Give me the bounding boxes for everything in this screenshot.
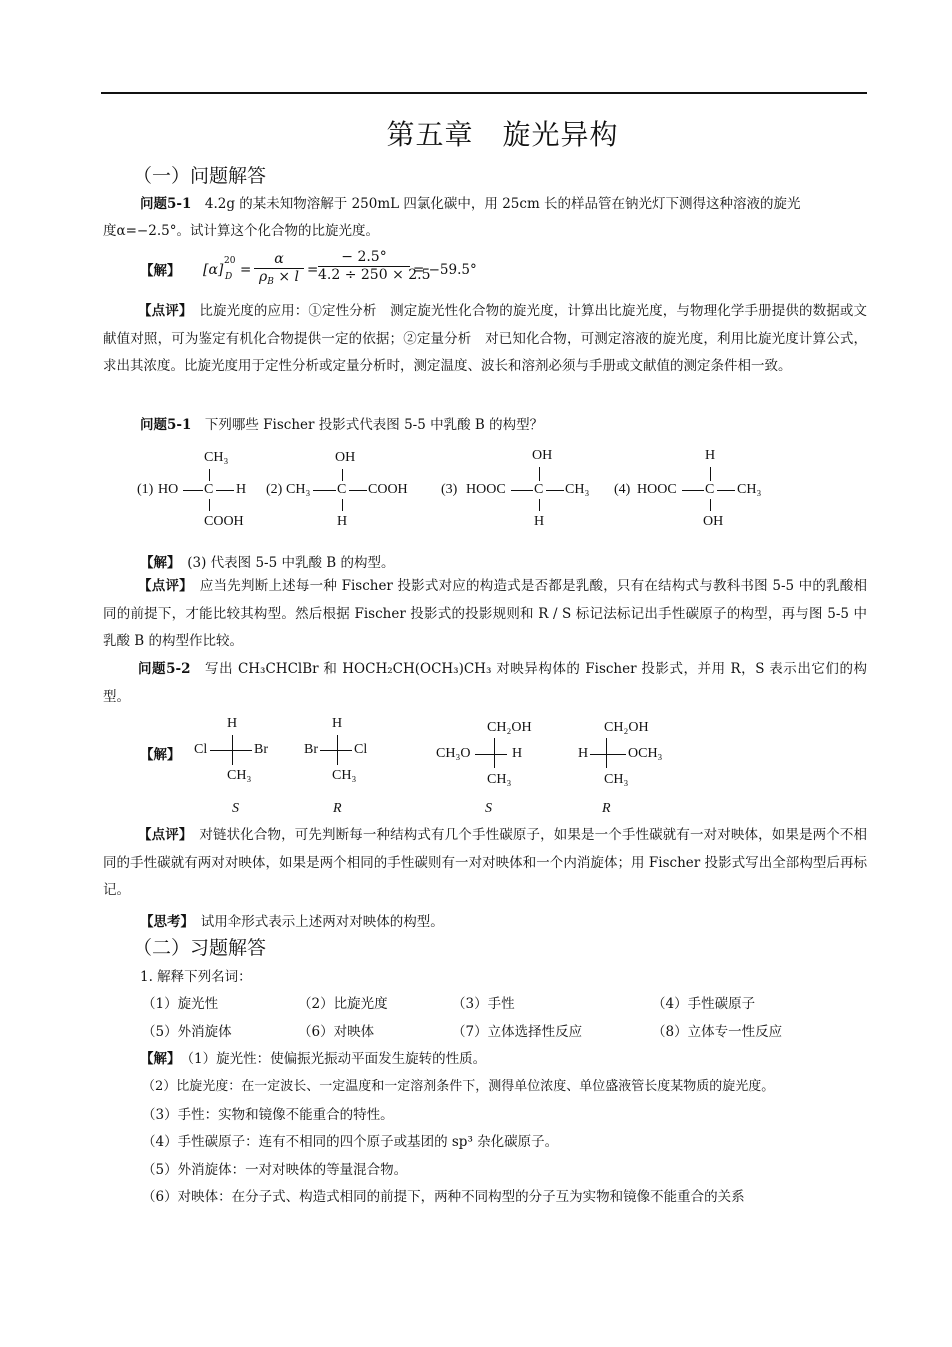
- def-2: （2）比旋光度：在一定波长、一定温度和一定溶剂条件下，测得单位浓度、单位盛液管长度某物质的旋光度。: [142, 1079, 775, 1094]
- comment-2: 【点评】 应当先判断上述每一种 Fischer 投影式对应的构造式是否都是乳酸，只有在结构式与教科书图 5-5 中的乳酸相同的前提下，才能比较其构型。然后根据 Fischer 投影式的投影规则和 R / S 标记法标记出手性碳原子的构型，再与图 5-5 中乳酸 B 的构型作比较。: [103, 578, 868, 649]
- def-4: （4）手性碳原子：连有不相同的四个原子或基团的 sp³ 杂化碳原子。: [142, 1134, 559, 1150]
- fraction-2-den: 4.2 ÷ 250 × 2.5: [318, 267, 431, 283]
- def-3: （3）手性：实物和镜像不能重合的特性。: [142, 1107, 394, 1123]
- term-8: （8）立体专一性反应: [652, 1024, 783, 1040]
- term-6: （6）对映体: [298, 1024, 375, 1040]
- top-rule: [101, 92, 867, 94]
- exercise-1-title: 1. 解释下列名词：: [140, 969, 252, 985]
- q51-label: 问题5-1: [140, 196, 192, 212]
- q51-line1: 问题5-1 4.2g 的某未知物溶解于 250mL 四氯化碳中，用 25cm 长的样品管在钠光灯下测得这种溶液的旋光: [140, 196, 801, 212]
- section-title-1: （一）问题解答: [133, 165, 267, 187]
- term-7: （7）立体选择性反应: [452, 1024, 583, 1040]
- fraction-1-den: $\rho_B \times l$: [259, 269, 299, 287]
- def-1: 【解】 （1）旋光性：使偏振光振动平面发生旋转的性质。: [140, 1051, 487, 1067]
- answer-label-1: 【解】: [140, 263, 181, 279]
- def-5: （5）外消旋体：一对对映体的等量混合物。: [142, 1162, 408, 1178]
- q51b-line: 问题5-1 下列哪些 Fischer 投影式代表图 5-5 中乳酸 B 的构型？: [140, 417, 544, 433]
- think-line: 【思考】 试用伞形式表示上述两对对映体的构型。: [140, 914, 444, 930]
- term-4: （4）手性碳原子: [652, 996, 756, 1012]
- term-5: （5）外消旋体: [142, 1024, 232, 1040]
- comment-1: 【点评】 比旋光度的应用：①定性分析 测定旋光性化合物的旋光度，计算出比旋光度，与物理化学手册提供的数据或文献值对照，可为鉴定有机化合物提供一定的依据；②定量分析 对已知化合物，可测定溶液的旋光度，利用比旋光度计算公式，求出其浓度。比旋光度用于定性分析或定量分析时，测定温度、波长和溶剂必须与手册或文献值的测定条件相一致。: [103, 303, 868, 374]
- answer-label-2: 【解】: [140, 747, 181, 763]
- def-6: （6）对映体：在分子式、构造式相同的前提下，两种不同构型的分子互为实物和镜像不能重合的关系: [142, 1189, 745, 1205]
- answer-1b-line: 【解】 (3) 代表图 5-5 中乳酸 B 的构型。: [140, 555, 395, 571]
- term-1: （1）旋光性: [142, 996, 219, 1012]
- q52-paragraph: 问题5-2 写出 CH₃CHClBr 和 HOCH₂CH(OCH₃)CH₃ 对映异构体的 Fischer 投影式，并用 R，S 表示出它们的构型。: [103, 661, 867, 705]
- term-3: （3）手性: [452, 996, 515, 1012]
- fraction-2-num: − 2.5°: [341, 249, 387, 265]
- fraction-2: [318, 249, 431, 283]
- fraction-1-num: α: [274, 251, 284, 267]
- section-title-2: （二）习题解答: [133, 937, 267, 959]
- term-2: （2）比旋光度: [298, 996, 388, 1012]
- q51-line2: 度α=−2.5°。试计算这个化合物的比旋光度。: [103, 223, 379, 239]
- comment-3: 【点评】 对链状化合物，可先判断每一种结构式有几个手性碳原子，如果是一个手性碳就有一对对映体，如果是两个不相同的手性碳就有两对对映体，如果是两个相同的手性碳则有一对对映体和一个内消旋体；用 Fischer 投影式写出全部构型后再标记。: [103, 827, 868, 898]
- chapter-title: 第五章 旋光异构: [386, 118, 619, 151]
- fraction-1: [254, 251, 304, 287]
